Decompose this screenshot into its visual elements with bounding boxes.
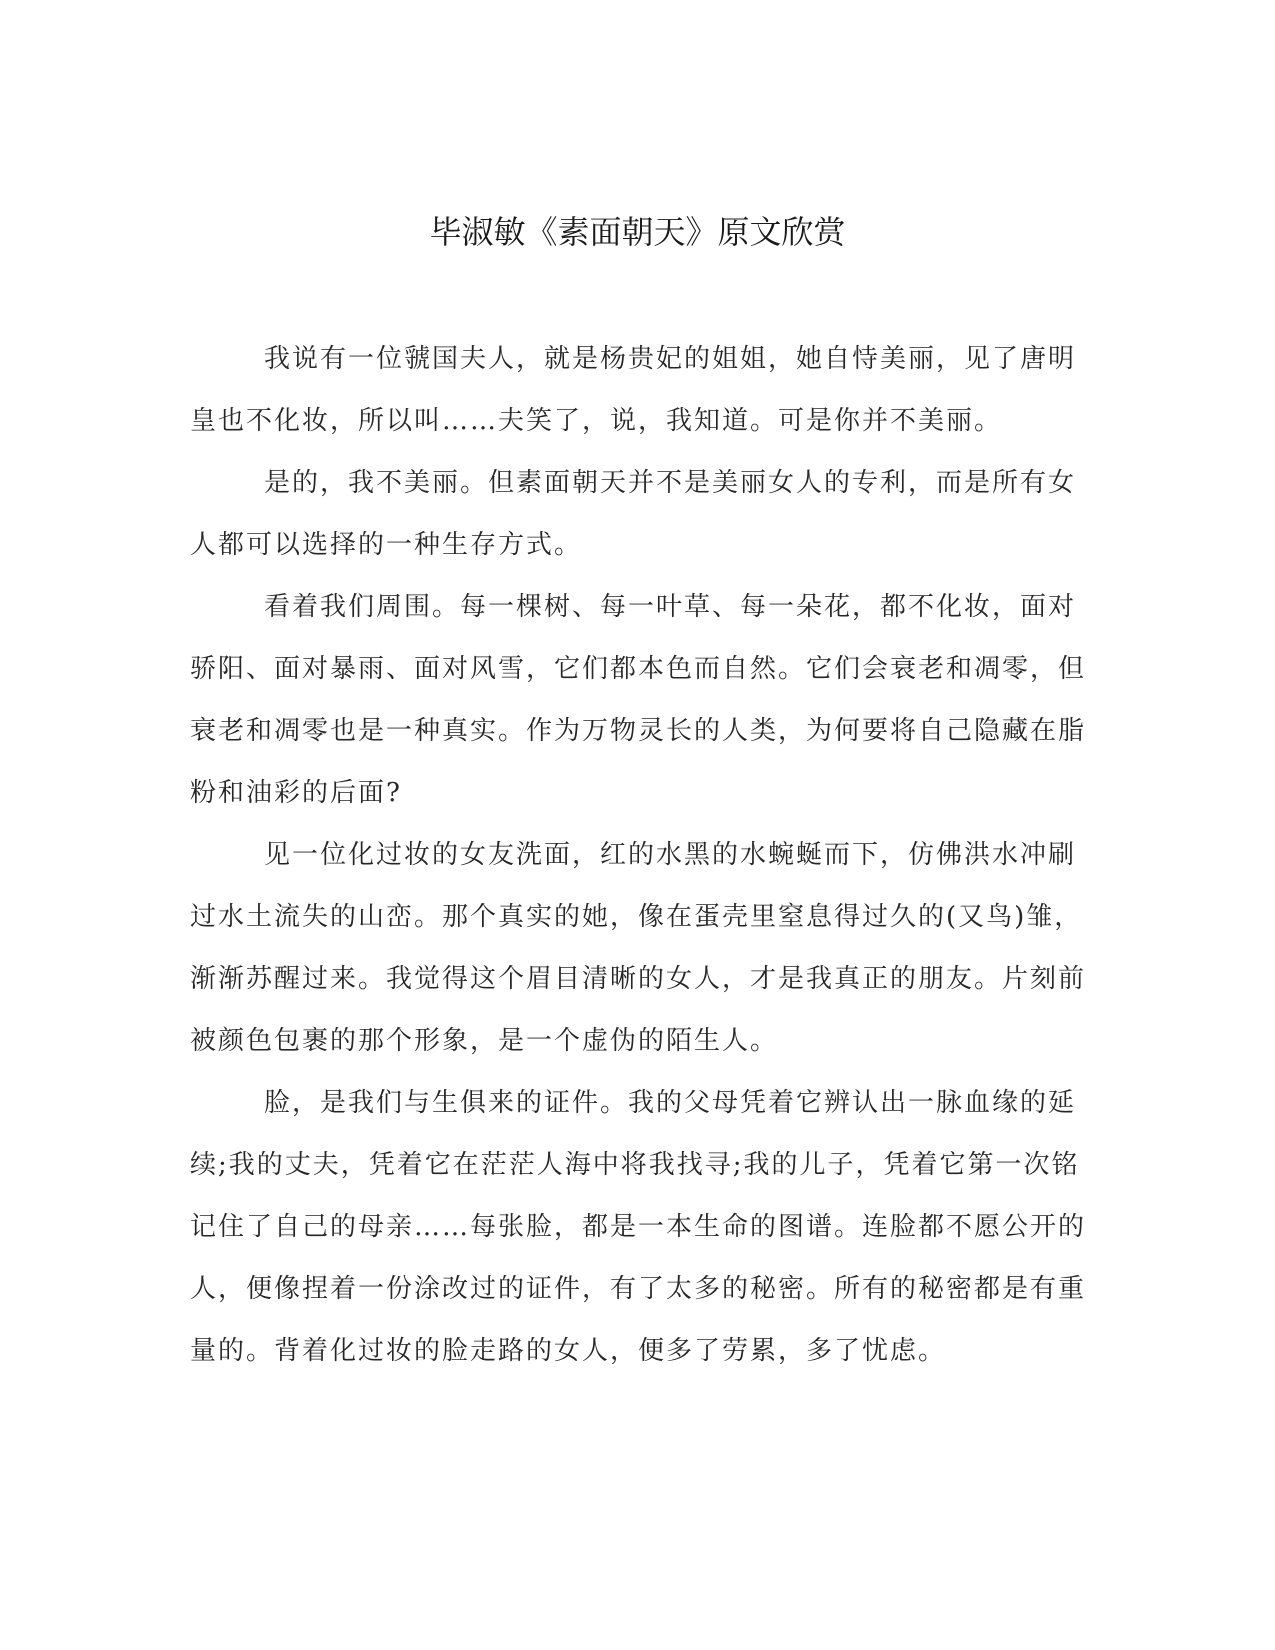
paragraph: 我说有一位虢国夫人，就是杨贵妃的姐姐，她自恃美丽，见了唐明皇也不化妆，所以叫……夫笑了，说，我知道。可是你并不美丽。 (190, 344, 1077, 436)
document-body (190, 328, 1090, 1382)
paragraph: 脸，是我们与生俱来的证件。我的父母凭着它辨认出一脉血缘的延续;我的丈夫，凭着它在茫茫人海中将我找寻;我的儿子，凭着它第一次铭记住了自己的母亲……每张脸，都是一本生命的图谱。连脸都不愿公开的人，便像捏着一份涂改过的证件，有了太多的秘密。所有的秘密都是有重量的。背着化过妆的脸走路的女人，便多了劳累，多了忧虑。 (190, 1088, 1087, 1366)
paragraph: 见一位化过妆的女友洗面，红的水黑的水蜿蜒而下，仿佛洪水冲刷过水土流失的山峦。那个真实的她，像在蛋壳里窒息得过久的(又鸟)雏，渐渐苏醒过来。我觉得这个眉目清晰的女人，才是我真正的朋友。片刻前被颜色包裹的那个形象，是一个虚伪的陌生人。 (190, 840, 1087, 1056)
document-title: 毕淑敏《素面朝天》原文欣赏 (429, 213, 846, 251)
paragraph: 看着我们周围。每一棵树、每一叶草、每一朵花，都不化妆，面对骄阳、面对暴雨、面对风雪，它们都本色而自然。它们会衰老和凋零，但衰老和凋零也是一种真实。作为万物灵长的人类，为何要将自己隐藏在脂粉和油彩的后面? (190, 592, 1087, 808)
paragraph: 是的，我不美丽。但素面朝天并不是美丽女人的专利，而是所有女人都可以选择的一种生存方式。 (190, 468, 1077, 560)
